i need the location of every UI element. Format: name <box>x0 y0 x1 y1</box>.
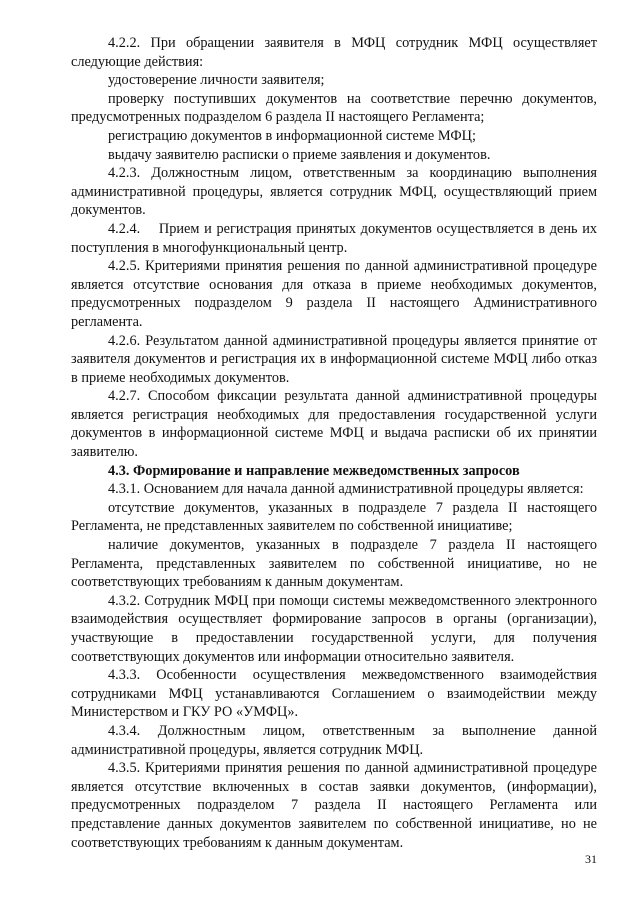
list-item-presence: наличие документов, указанных в подразделе 7 раздела II настоящего Регламента, представленных заявителем по собственной инициативе, но не соответствующих требованиям к данным документам. <box>71 537 597 591</box>
list-item-receipt: выдачу заявителю расписки о приеме заявления и документов. <box>108 146 491 163</box>
page-number: 31 <box>585 852 597 866</box>
paragraph-4-2-2: 4.2.2. При обращении заявителя в МФЦ сотрудник МФЦ осуществляет следующие действия: <box>71 35 597 70</box>
paragraph-4-3-2: 4.3.2. Сотрудник МФЦ при помощи системы межведомственного электронного взаимодействия осуществляет формирование запросов в органы (организации), участвующие в предоставлении государственной услуги, для получения соответствующих документов или информации относительно заявителя. <box>71 592 597 665</box>
paragraph-4-3-4: 4.3.4. Должностным лицом, ответственным за выполнение данной административной процедуры, является сотрудник МФЦ. <box>71 722 597 758</box>
list-item-identity: удостоверение личности заявителя; <box>108 72 325 89</box>
list-item-check-documents: проверку поступивших документов на соответствие перечню документов, предусмотренных подразделом 6 раздела II настоящего Регламента; <box>71 90 597 126</box>
section-heading-4-3: 4.3. Формирование и направление межведомственных запросов <box>108 462 520 479</box>
paragraph-4-3-3: 4.3.3. Особенности осуществления межведомственного взаимодействия сотрудниками МФЦ устанавливаются Соглашением о взаимодействии между Министерством и ГКУ РО «УМФЦ». <box>71 667 597 721</box>
paragraph-4-2-3: 4.2.3. Должностным лицом, ответственным за координацию выполнения административной процедуры, является сотрудник МФЦ, осуществляющий прием документов. <box>71 165 597 219</box>
paragraph-4-3-1: 4.3.1. Основанием для начала данной административной процедуры является: <box>108 481 584 498</box>
paragraph-4-2-4: 4.2.4. Прием и регистрация принятых документов осуществляется в день их поступления в многофункциональный центр. <box>71 220 601 256</box>
document-page <box>71 34 601 852</box>
paragraph-4-3-5: 4.3.5. Критериями принятия решения по данной административной процедуре является отсутствие включенных в состав заявки документов, (информации), предусмотренных подразделом 7 раздела II настоящего Регламента или представление данных документов заявителем по собственной инициативе, но не соответствующих требованиям к данным документам. <box>71 760 597 851</box>
paragraph-4-2-5: 4.2.5. Критериями принятия решения по данной административной процедуре является отсутствие основания для отказа в приеме необходимых документов, предусмотренных подразделом 9 раздела II настоящего Административного регламента. <box>71 258 597 330</box>
paragraph-4-2-6: 4.2.6. Результатом данной административной процедуры является принятие от заявителя документов и регистрация их в информационной системе МФЦ либо отказ в приеме необходимых документов. <box>71 332 597 386</box>
list-item-absence: отсутствие документов, указанных в подразделе 7 раздела II настоящего Регламента, не представленных заявителем по собственной инициативе; <box>71 499 597 535</box>
list-item-registration: регистрацию документов в информационной системе МФЦ; <box>108 127 476 144</box>
paragraph-4-2-7: 4.2.7. Способом фиксации результата данной административной процедуры является регистрация необходимых для предоставления государственной услуги документов в информационной системе МФЦ и выдача расписки об их принятии заявителю. <box>71 388 597 461</box>
